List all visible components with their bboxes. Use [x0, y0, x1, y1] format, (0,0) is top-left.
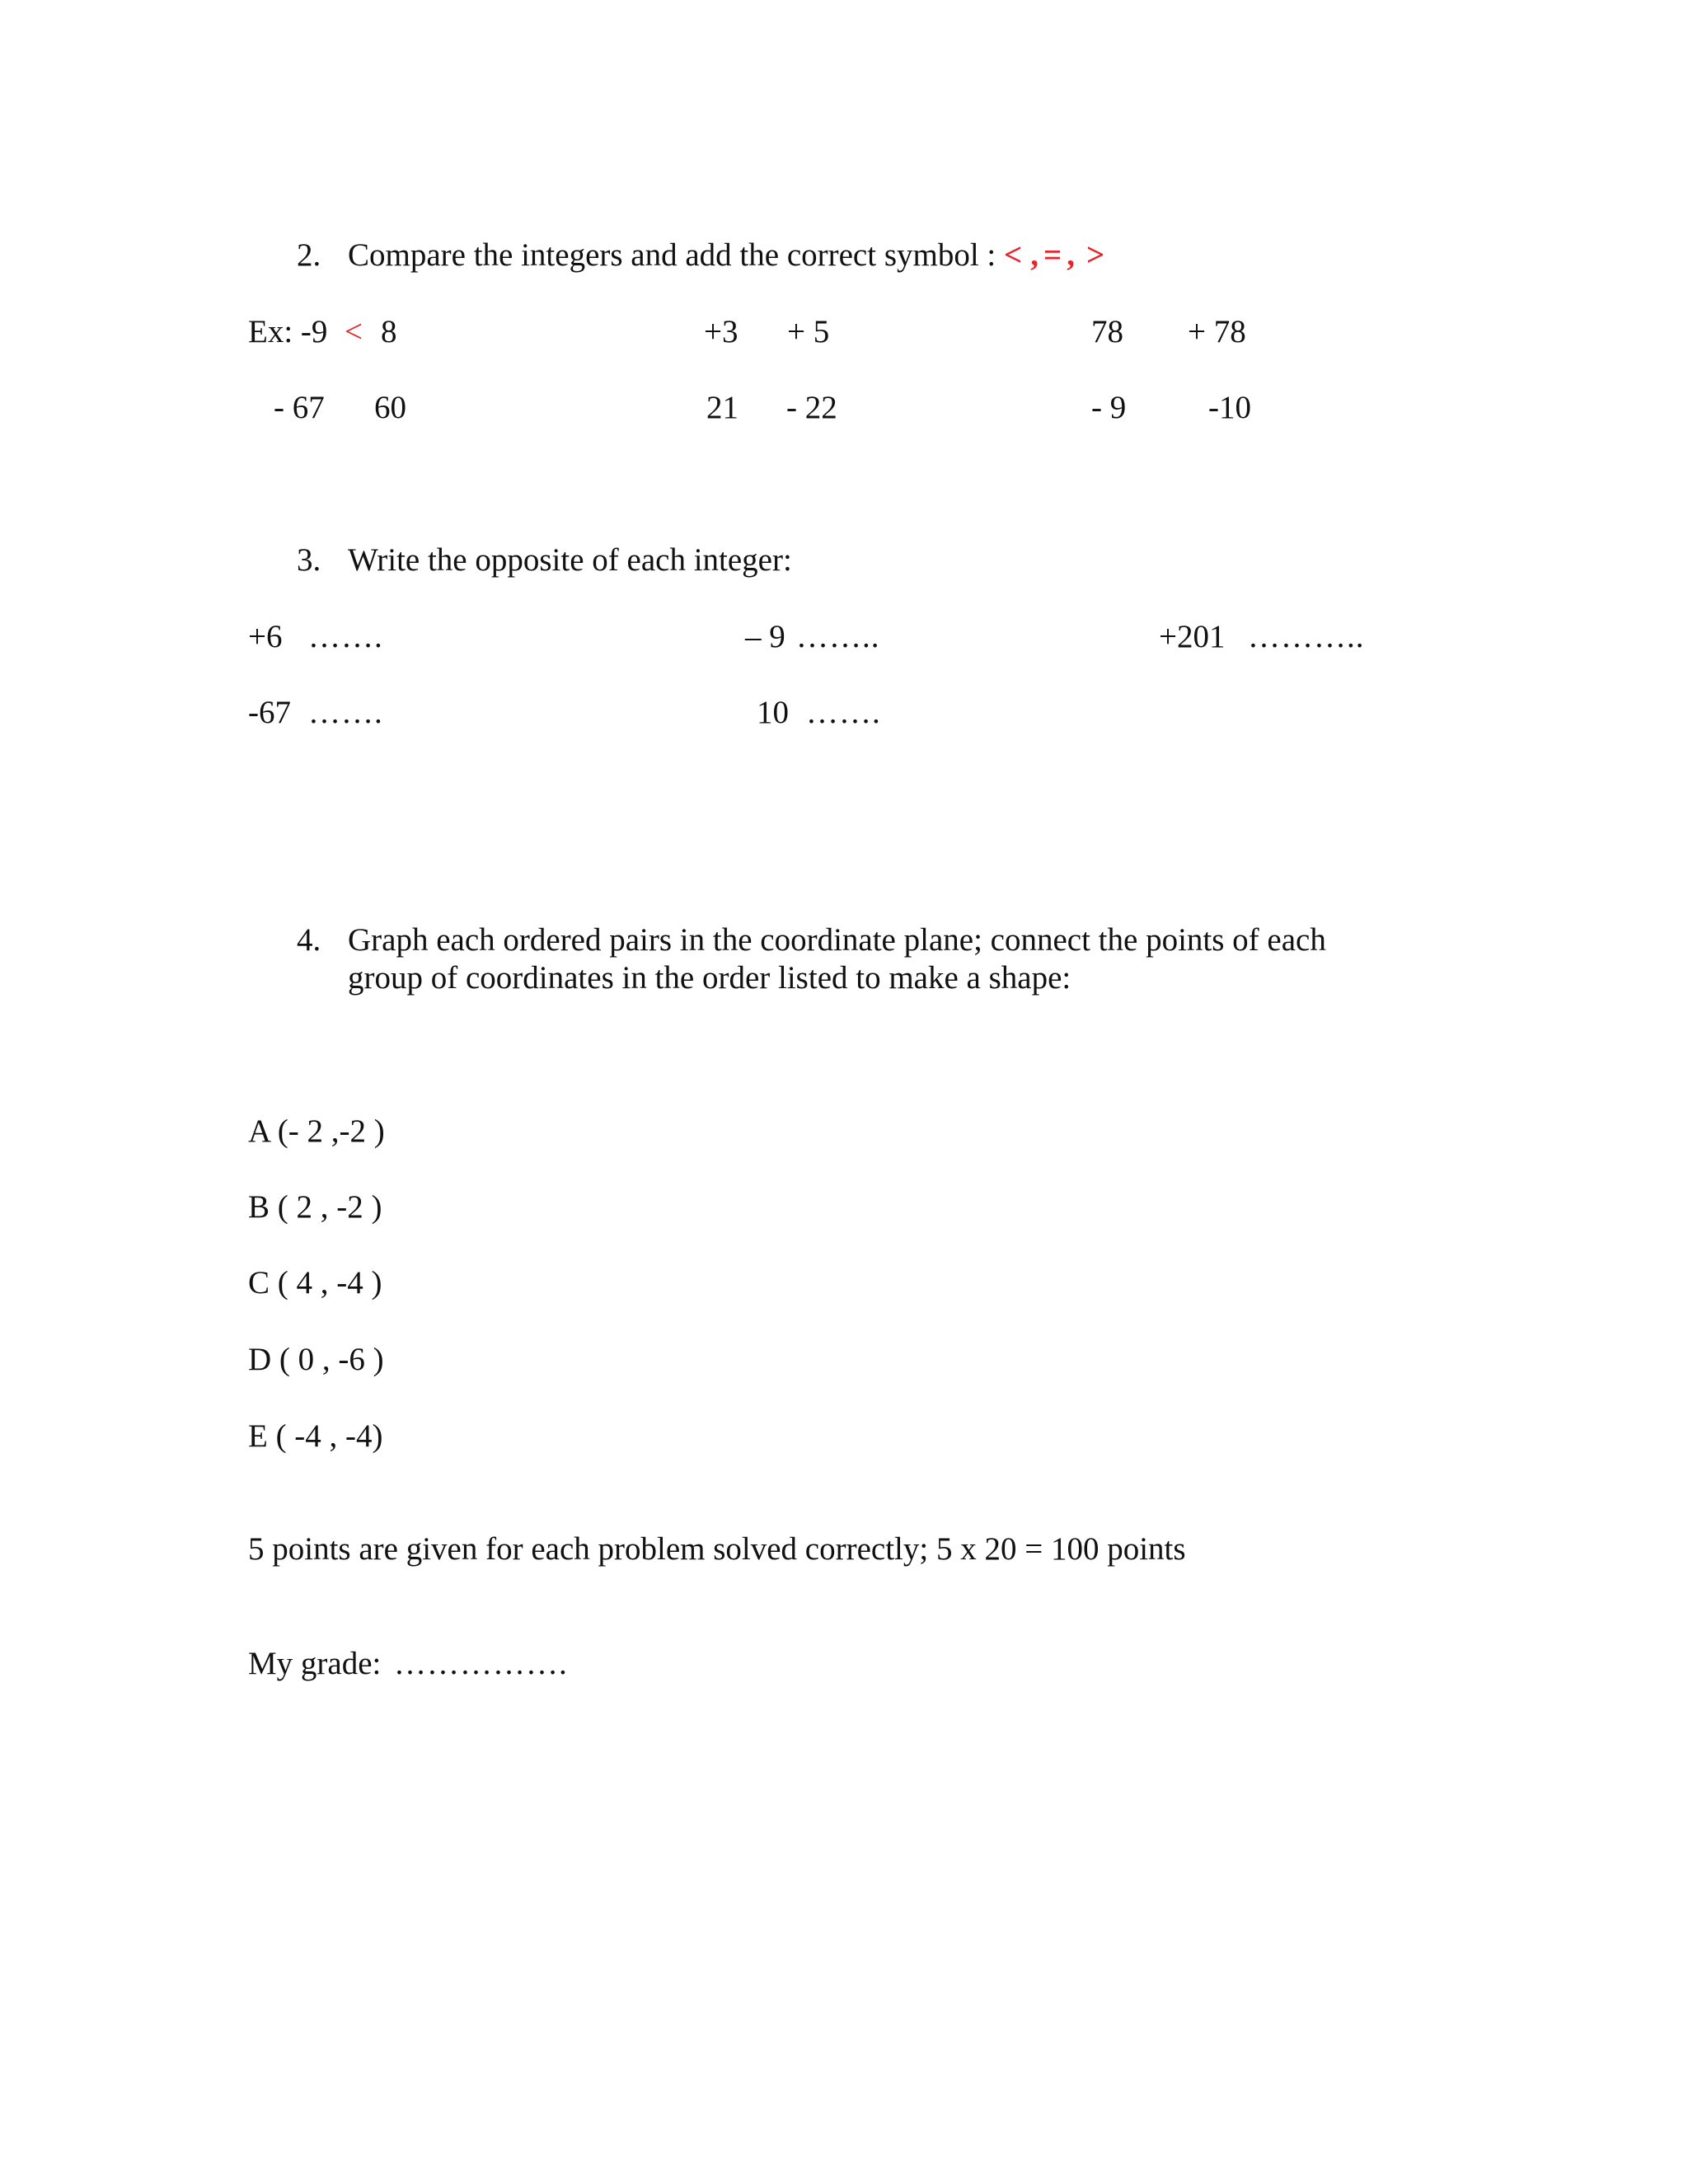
opposite-item-5-blank: …….	[806, 695, 881, 730]
grade-label: My grade:	[248, 1646, 382, 1681]
opposite-item-1-value: +6	[248, 619, 283, 654]
compare-pair-4-left: 21	[706, 390, 738, 425]
opposite-item-5-value: 10	[757, 695, 789, 730]
point-b: B ( 2 , -2 )	[248, 1189, 382, 1225]
compare-pair-1-left: +3	[704, 314, 738, 349]
question-2-instruction	[348, 237, 1104, 275]
opposite-item-4-value: -67	[248, 695, 291, 730]
compare-pair-5-left: - 9	[1091, 390, 1127, 425]
grade-blank: …………….	[394, 1646, 568, 1681]
question-2-number: 2.	[297, 237, 321, 273]
opposite-item-3-value: +201	[1159, 619, 1226, 654]
question-2-instruction-text: Compare the integers and add the correct symbol :	[348, 237, 996, 273]
opposite-item-1-blank: …….	[308, 619, 383, 654]
compare-pair-3-left: - 67	[274, 390, 325, 425]
symbol-comma-2: ,	[1067, 237, 1075, 273]
point-c: C ( 4 , -4 )	[248, 1265, 382, 1301]
symbol-less-than: <	[1004, 237, 1023, 273]
opposite-item-2-blank: ……..	[796, 619, 880, 654]
symbol-equals: =	[1043, 237, 1062, 273]
compare-pair-3-right: 60	[374, 390, 406, 425]
scoring-note: 5 points are given for each problem solved correctly; 5 x 20 = 100 points	[248, 1531, 1186, 1567]
opposite-item-2-value: – 9	[745, 619, 785, 654]
question-4-instruction-line-1: Graph each ordered pairs in the coordinate plane; connect the points of each	[348, 922, 1326, 958]
example-symbol: <	[345, 314, 363, 349]
opposite-item-4-blank: …….	[308, 695, 383, 730]
example-value: 8	[381, 314, 397, 349]
point-e: E ( -4 , -4)	[248, 1418, 383, 1454]
point-a: A (- 2 ,-2 )	[248, 1113, 385, 1149]
symbol-greater-than: >	[1085, 237, 1105, 273]
point-d: D ( 0 , -6 )	[248, 1342, 384, 1377]
compare-pair-4-right: - 22	[786, 390, 837, 425]
question-4-number: 4.	[297, 922, 321, 958]
opposite-item-3-blank: ………..	[1248, 619, 1365, 654]
example-prefix: Ex: -9	[248, 314, 328, 349]
question-3-number: 3.	[297, 542, 321, 578]
compare-pair-1-right: + 5	[787, 314, 830, 349]
compare-pair-2-left: 78	[1091, 314, 1123, 349]
question-4-instruction-line-2: group of coordinates in the order listed to make a shape:	[348, 960, 1071, 996]
symbol-comma-1: ,	[1030, 237, 1039, 273]
compare-pair-2-right: + 78	[1188, 314, 1246, 349]
compare-pair-5-right: -10	[1208, 390, 1251, 425]
question-3-instruction: Write the opposite of each integer:	[348, 542, 792, 578]
